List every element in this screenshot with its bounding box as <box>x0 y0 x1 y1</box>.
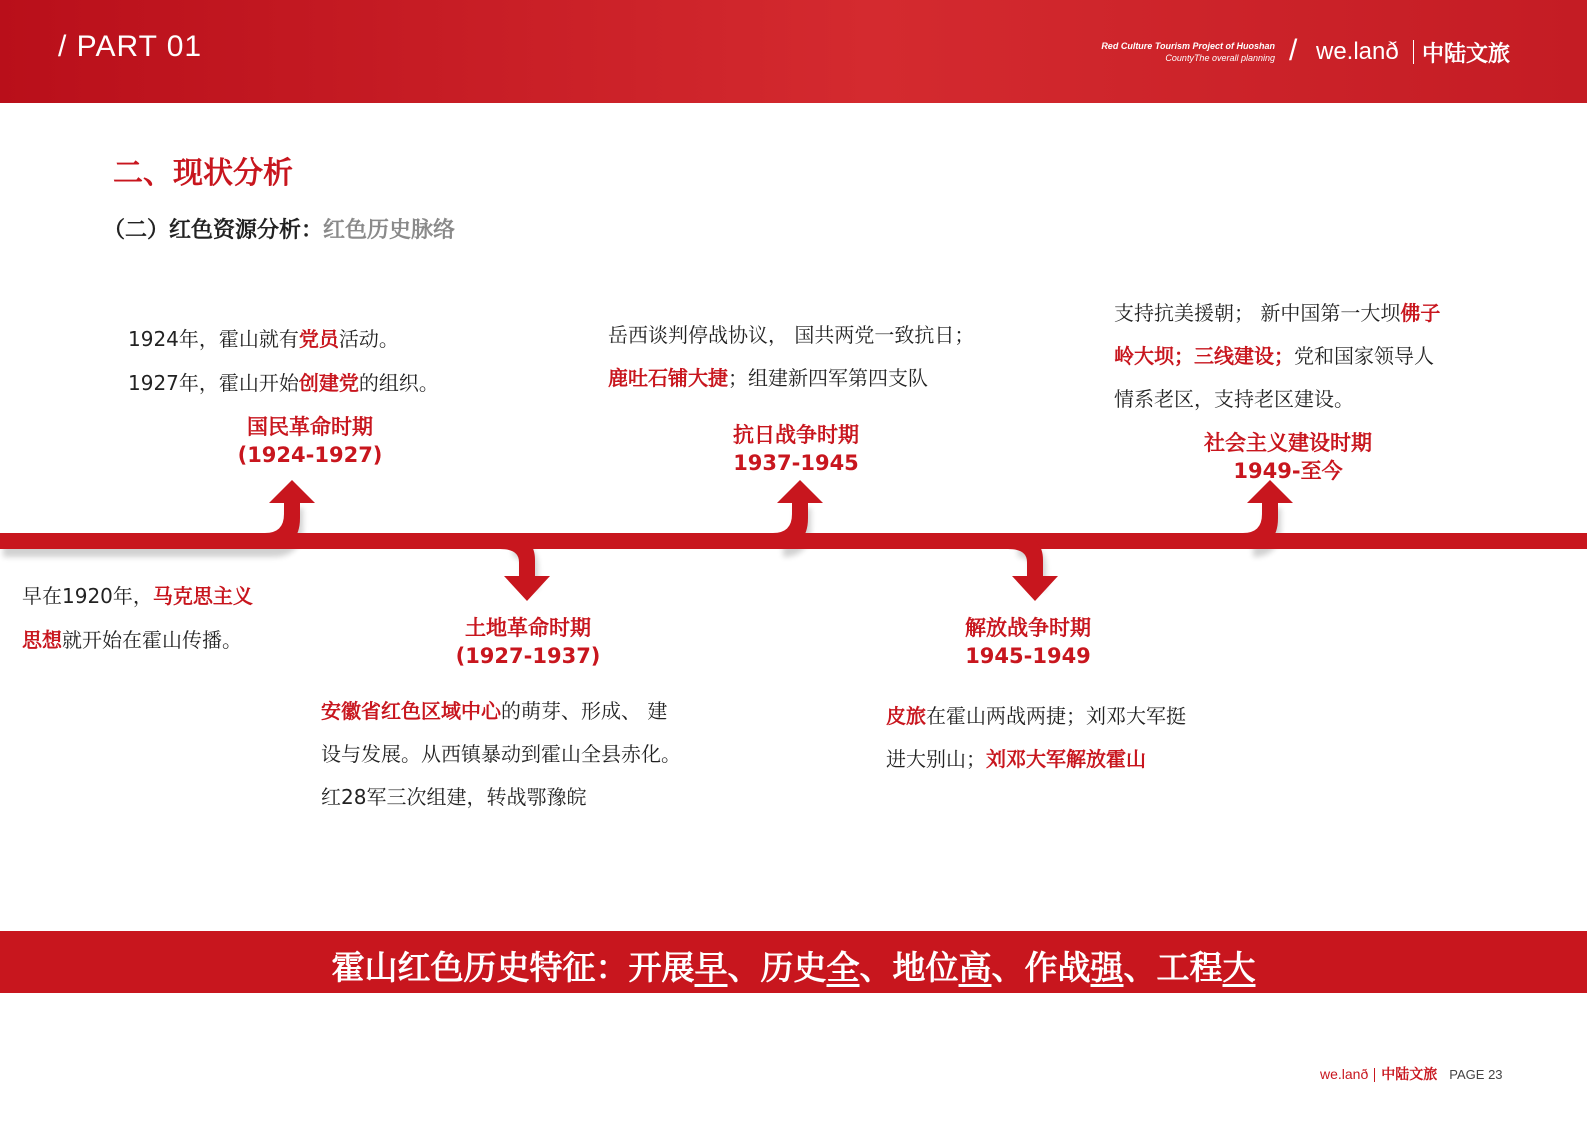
banner-keyword: 高 <box>958 948 992 987</box>
banner-span: 、历史 <box>727 948 827 987</box>
text-block-land <box>321 690 681 819</box>
banner-keyword: 大 <box>1222 948 1256 987</box>
text-block-national <box>128 317 439 405</box>
arrow-head-up-icon <box>269 480 315 503</box>
text-span: 在霍山两战两捷；刘邓大军挺 <box>926 704 1186 728</box>
highlight-text: 刘邓大军解放霍山 <box>986 747 1146 771</box>
footer-divider <box>1374 1068 1375 1082</box>
section-title: 二、现状分析 <box>113 156 293 191</box>
banner-span: 霍山红色历史特征：开展 <box>331 948 695 987</box>
period-years: 1949-至今 <box>1233 459 1343 483</box>
banner-span: 、工程 <box>1123 948 1223 987</box>
tagline-line1: Red Culture Tourism Project of Huoshan <box>1101 41 1275 51</box>
text-block-war <box>608 314 974 400</box>
brand-logo-en: we.lanð <box>1316 38 1399 65</box>
subtitle-gray: 红色历史脉络 <box>323 218 456 243</box>
highlight-text: 创建党 <box>298 371 359 395</box>
part-label: / PART 01 <box>58 30 203 63</box>
highlight-text: 党员 <box>298 327 339 351</box>
text-span: 活动。 <box>338 327 399 351</box>
highlight-text: 岭大坝；三线建设； <box>1114 344 1294 368</box>
text-block-liberation <box>886 695 1186 781</box>
text-span: 早在1920年， <box>22 584 153 608</box>
period-land-revolution <box>428 614 628 670</box>
period-years: 1945-1949 <box>965 644 1091 668</box>
text-span: ；组建新四军第四支队 <box>728 366 928 390</box>
header-slash: / <box>1289 34 1298 67</box>
banner-keyword: 全 <box>826 948 860 987</box>
footer-brand-cn: 中陆文旅 <box>1381 1067 1438 1083</box>
footer-brand-en: we.lanð <box>1320 1066 1369 1082</box>
period-national-revolution <box>210 413 410 469</box>
period-socialist-construction <box>1168 429 1408 485</box>
text-line: 岳西谈判停战协议， 国共两党一致抗日； <box>608 323 975 347</box>
period-anti-japanese-war <box>696 421 896 477</box>
page-label <box>1449 1067 1502 1082</box>
text-span: 就开始在霍山传播。 <box>62 628 242 652</box>
period-name: 国民革命时期 <box>247 415 373 439</box>
text-line: 红28军三次组建，转战鄂豫皖 <box>321 785 587 809</box>
text-span: 的萌芽、形成、 建 <box>501 699 668 723</box>
page-number: 23 <box>1488 1067 1503 1082</box>
period-name: 解放战争时期 <box>965 616 1091 640</box>
highlight-text: 鹿吐石铺大捷 <box>608 366 728 390</box>
period-liberation-war <box>928 614 1128 670</box>
brand-divider <box>1413 40 1414 64</box>
period-years: (1924-1927) <box>237 443 383 467</box>
text-block-early <box>22 574 253 662</box>
text-span: 的组织。 <box>358 371 439 395</box>
text-span: 党和国家领导人 <box>1294 344 1434 368</box>
arrow-head-down-icon <box>504 576 550 601</box>
summary-banner <box>0 931 1587 993</box>
subtitle <box>103 213 455 244</box>
highlight-text: 皮旅 <box>886 704 926 728</box>
period-name: 社会主义建设时期 <box>1204 431 1372 455</box>
text-line: 情系老区，支持老区建设。 <box>1114 387 1354 411</box>
arrow-head-down-icon <box>1012 576 1058 601</box>
banner-keyword: 早 <box>694 948 728 987</box>
text-span: 进大别山； <box>886 747 986 771</box>
period-years: (1927-1937) <box>455 644 601 668</box>
highlight-text: 马克思主义 <box>152 584 253 608</box>
banner-span: 、作战 <box>991 948 1091 987</box>
banner-keyword: 强 <box>1090 948 1124 987</box>
period-name: 抗日战争时期 <box>733 423 859 447</box>
highlight-text: 佛子 <box>1400 301 1441 325</box>
arrow-head-up-icon <box>777 480 823 503</box>
text-span: 支持抗美援朝； 新中国第一大坝 <box>1114 301 1401 325</box>
brand-logo-cn: 中陆文旅 <box>1422 42 1511 67</box>
page-label-text: PAGE <box>1449 1067 1485 1082</box>
subtitle-main: （二）红色资源分析： <box>103 218 324 243</box>
highlight-text: 思想 <box>22 628 62 652</box>
footer <box>1320 1064 1503 1084</box>
banner-text <box>0 942 1587 989</box>
text-block-socialist <box>1114 292 1440 421</box>
header-bar <box>0 0 1587 103</box>
highlight-text: 安徽省红色区域中心 <box>321 699 501 723</box>
banner-span: 、地位 <box>859 948 959 987</box>
period-name: 土地革命时期 <box>465 616 591 640</box>
tagline-line2: CountyThe overall planning <box>1165 53 1275 63</box>
header-tagline <box>1101 40 1275 64</box>
text-span: 1927年，霍山开始 <box>128 371 299 395</box>
text-span: 1924年，霍山就有 <box>128 327 299 351</box>
period-years: 1937-1945 <box>733 451 859 475</box>
text-line: 设与发展。从西镇暴动到霍山全县赤化。 <box>321 742 681 766</box>
